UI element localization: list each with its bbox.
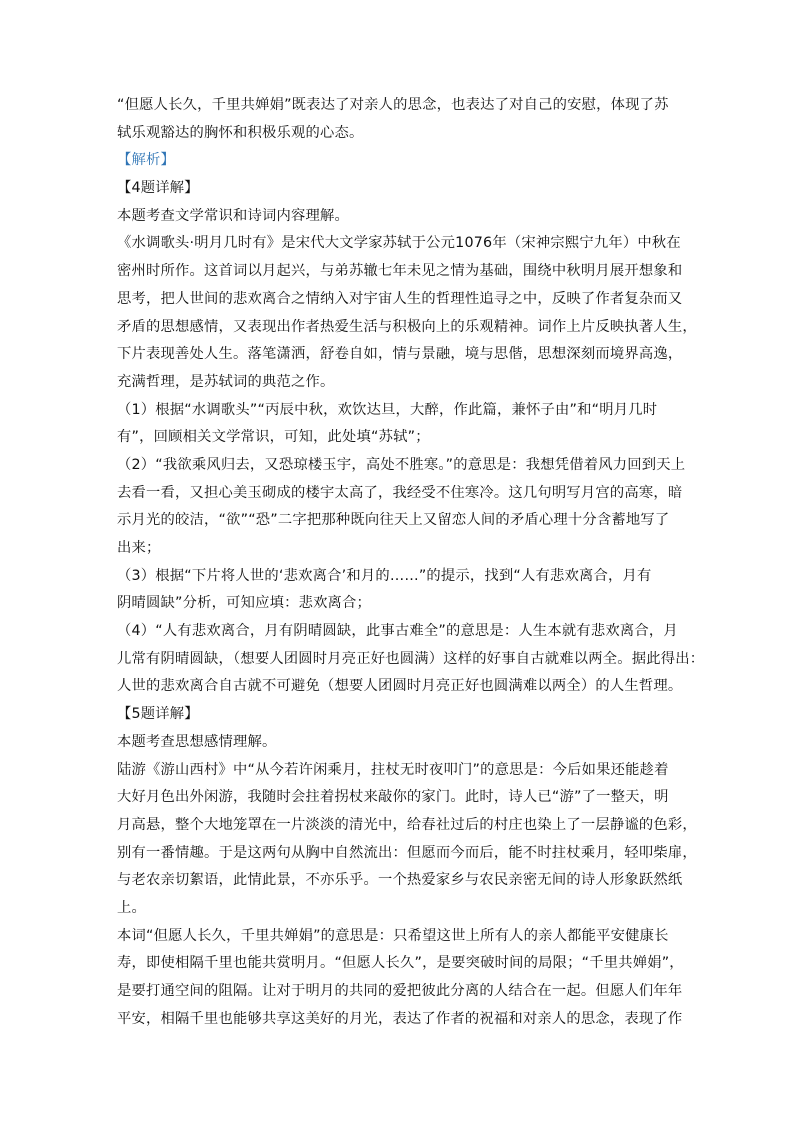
paragraph-line: 与老农亲切絮语，此情此景，不亦乐乎。一个热爱家乡与农民亲密无间的诗人形象跃然纸 xyxy=(117,872,683,889)
answer-4-line: （4）“人有悲欢离合，月有阴晴圆缺，此事古难全”的意思是：人生本就有悲欢离合，月 xyxy=(117,623,678,640)
paragraph-line: 寿，即使相隔千里也能共赏明月。“但愿人长久”，是要突破时间的局限；“千里共婵娟”， xyxy=(117,955,684,972)
paragraph-line: 密州时所作。这首词以月起兴，与弟苏辙七年未见之情为基础，围绕中秋明月展开想象和 xyxy=(117,263,683,280)
paragraph-line: 平安，相隔千里也能够共享这美好的月光，表达了作者的祝福和对亲人的思念，表现了作 xyxy=(117,1010,683,1027)
question-5-heading: 【5题详解】 xyxy=(117,706,199,723)
document-page xyxy=(117,92,705,1033)
paragraph-line: 思考，把人世间的悲欢离合之情纳入对宇宙人生的哲理性追寻之中，反映了作者复杂而又 xyxy=(117,290,683,307)
paragraph-line: 矛盾的思想感情，又表现出作者热爱生活与积极向上的乐观精神。词作上片反映执著人生， xyxy=(117,318,697,335)
answer-2-line: 示月光的皎洁，“欲”“恐”二字把那种既向往天上又留恋人间的矛盾心理十分含蓄地写了 xyxy=(117,512,670,529)
paragraph-line: 陆游《游山西村》中“从今若许闲乘月，拄杖无时夜叩门”的意思是：今后如果还能趁着 xyxy=(117,761,669,778)
question-4-heading: 【4题详解】 xyxy=(117,180,199,197)
paragraph-line: 大好月色出外闲游，我随时会拄着拐杖来敲你的家门。此时，诗人已“游”了一整天，明 xyxy=(117,789,669,806)
paragraph-line: 上。 xyxy=(117,899,146,916)
answer-3-line: 阴晴圆缺”分析，可知应填：悲欢离合； xyxy=(117,595,372,612)
analysis-heading: 【解析】 xyxy=(117,152,175,169)
paragraph-line: 月高悬，整个大地笼罩在一片淡淡的清光中，给春社过后的村庄也染上了一层静谧的色彩， xyxy=(117,816,697,833)
answer-4-line: 儿常有阴晴圆缺，（想要人团圆时月亮正好也圆满）这样的好事自古就难以两全。据此得出： xyxy=(117,650,705,667)
paragraph-line: “但愿人长久，千里共婵娟”既表达了对亲人的思念，也表达了对自己的安慰，体现了苏 xyxy=(117,97,669,113)
answer-3-line: （3）根据“下片将人世的‘悲欢离合’和月的……”的提示，找到“人有悲欢离合，月有 xyxy=(117,567,652,584)
answer-1-line: 有”，回顾相关文学常识，可知，此处填“苏轼”； xyxy=(117,429,430,446)
paragraph-line: 是要打通空间的阻隔。让对于明月的共同的爱把彼此分离的人结合在一起。但愿人们年年 xyxy=(117,983,683,999)
paragraph-line: 本题考查文学常识和诗词内容理解。 xyxy=(117,207,349,224)
answer-2-line: 出来； xyxy=(117,540,161,556)
paragraph-line: 别有一番情趣。于是这两句从胸中自然流出：但愿而今而后，能不时拄杖乘月，轻叩柴扉， xyxy=(117,844,697,861)
paragraph-line: 充满哲理，是苏轼词的典范之作。 xyxy=(117,373,335,390)
paragraph-line: 轼乐观豁达的胸怀和积极乐观的心态。 xyxy=(117,124,364,141)
answer-2-line: （2）“我欲乘风归去，又恐琼楼玉宇，高处不胜寒。”的意思是：我想凭借着风力回到天上 xyxy=(117,456,686,473)
answer-1-line: （1）根据“水调歌头”“丙辰中秋，欢饮达旦，大醉，作此篇，兼怀子由”和“明月几时 xyxy=(117,401,658,418)
paragraph-line: 《水调歌头·明月几时有》是宋代大文学家苏轼于公元1076年（宋神宗熙宁九年）中秋在 xyxy=(117,235,681,252)
answer-4-line: 人世的悲欢离合自古就不可避免（想要人团圆时月亮正好也圆满难以两全）的人生哲理。 xyxy=(117,678,683,695)
paragraph-line: 本词“但愿人长久，千里共婵娟”的意思是：只希望这世上所有人的亲人都能平安健康长 xyxy=(117,927,669,944)
answer-2-line: 去看一看，又担心美玉砌成的楼宇太高了，我经受不住寒冷。这几句明写月宫的高寒，暗 xyxy=(117,484,683,501)
paragraph-line: 下片表现善处人生。落笔潇洒，舒卷自如，情与景融，境与思偕，思想深刻而境界高逸， xyxy=(117,346,683,363)
paragraph-line: 本题考查思想感情理解。 xyxy=(117,733,277,750)
